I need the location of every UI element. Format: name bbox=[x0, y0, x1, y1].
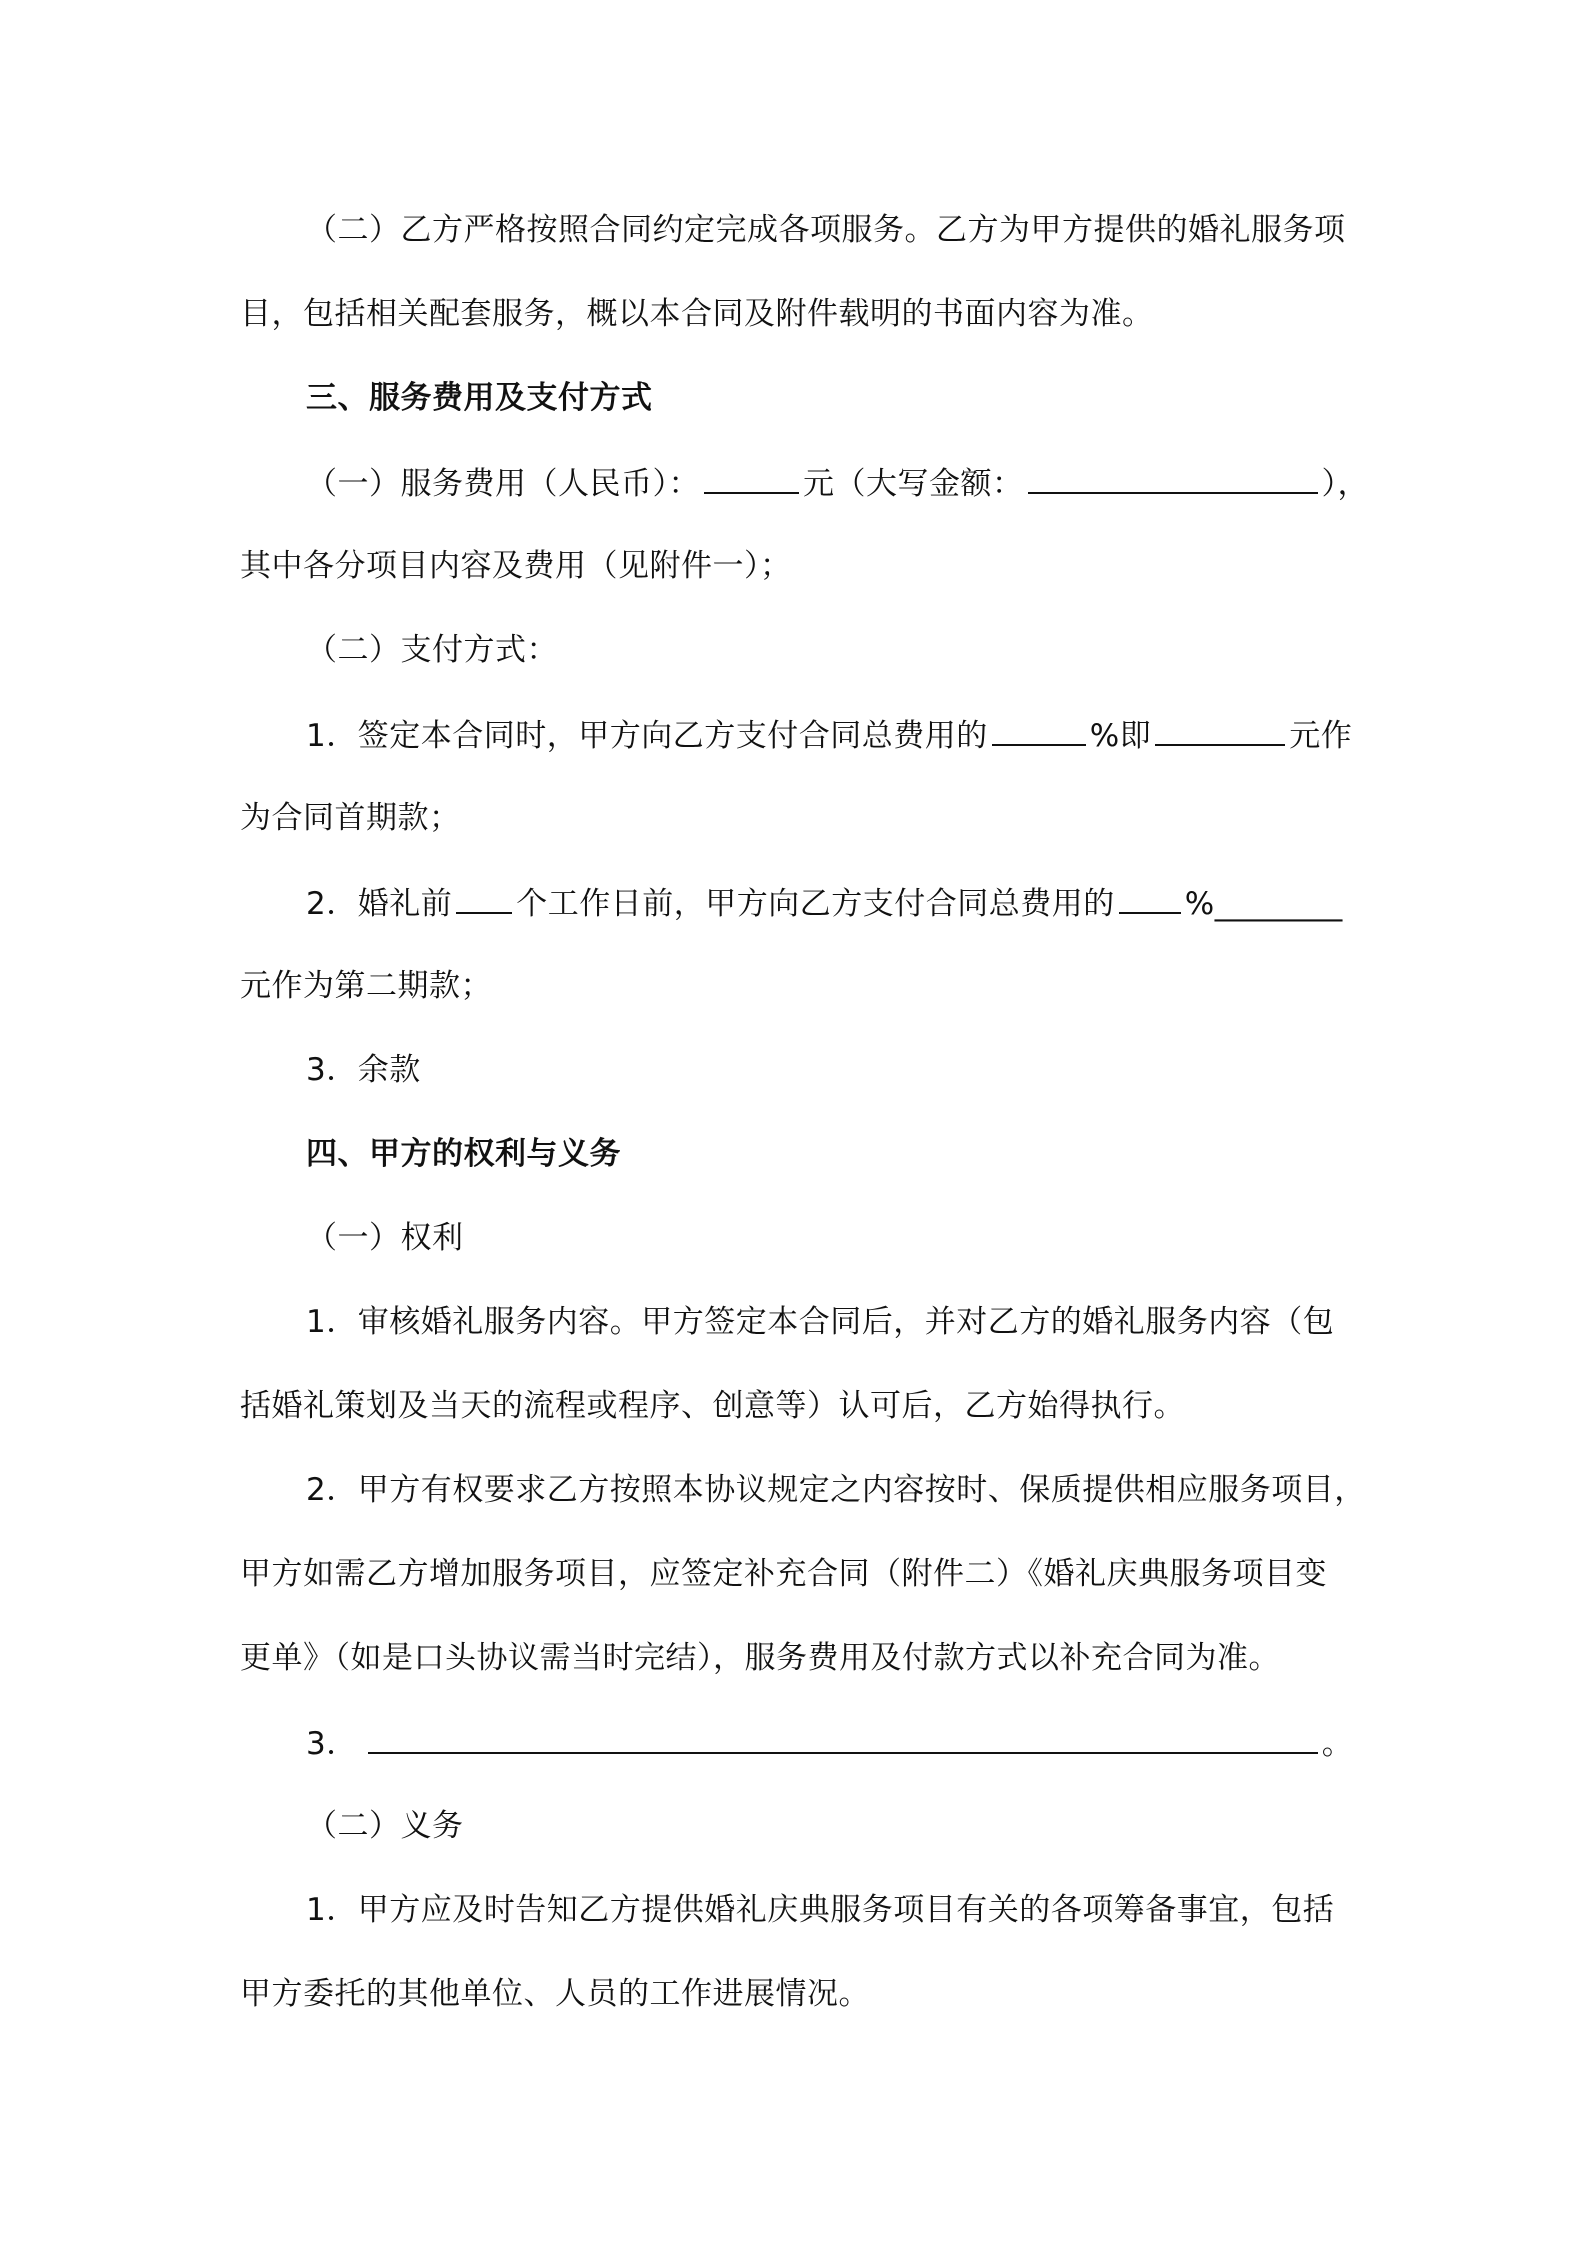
payment-1-yuan-label: 元作 bbox=[1289, 718, 1353, 754]
rights-heading: （一）权利 bbox=[306, 1220, 464, 1256]
fee-words-label: 元（大写金额： bbox=[803, 466, 1024, 502]
fee-amount-blank bbox=[704, 462, 799, 494]
rights-3-period: 。 bbox=[1321, 1726, 1354, 1762]
payment-1-amount-blank bbox=[1155, 714, 1285, 746]
payment-method-heading: （二）支付方式： bbox=[306, 632, 558, 668]
rights-3-number: 3． bbox=[306, 1726, 358, 1762]
payment-2-text-c: %________ bbox=[1184, 886, 1343, 922]
payment-1-line-2: 为合同首期款； bbox=[240, 800, 461, 836]
rights-2-line-1: 2．甲方有权要求乙方按照本协议规定之内容按时、保质提供相应服务项目， bbox=[306, 1472, 1366, 1508]
duties-1-line-1: 1．甲方应及时告知乙方提供婚礼庆典服务项目有关的各项筹备事宜，包括 bbox=[306, 1892, 1335, 1928]
service-fee-line bbox=[306, 462, 1426, 504]
duties-heading: （二）义务 bbox=[306, 1808, 464, 1844]
service-fee-label: （一）服务费用（人民币）： bbox=[306, 466, 700, 502]
duties-1-line-2: 甲方委托的其他单位、人员的工作进展情况。 bbox=[240, 1976, 870, 2012]
payment-2-days-blank bbox=[456, 882, 512, 914]
service-fee-line-2: 其中各分项目内容及费用（见附件一）； bbox=[240, 548, 792, 584]
payment-3-line: 3．余款 bbox=[306, 1052, 421, 1088]
rights-1-line-1: 1．审核婚礼服务内容。甲方签定本合同后，并对乙方的婚礼服务内容（包 bbox=[306, 1304, 1335, 1340]
rights-1-line-2: 括婚礼策划及当天的流程或程序、创意等）认可后，乙方始得执行。 bbox=[240, 1388, 1185, 1424]
payment-1-percent-blank bbox=[992, 714, 1086, 746]
payment-2-line bbox=[306, 882, 1426, 924]
payment-1-percent-label: %即 bbox=[1089, 718, 1152, 754]
payment-1-text: 1．签定本合同时，甲方向乙方支付合同总费用的 bbox=[306, 718, 988, 754]
payment-2-percent-blank bbox=[1119, 882, 1181, 914]
rights-3-line bbox=[306, 1722, 1426, 1764]
paragraph-2-line-2: 目，包括相关配套服务，概以本合同及附件载明的书面内容为准。 bbox=[240, 296, 1154, 332]
payment-2-text-b: 个工作日前，甲方向乙方支付合同总费用的 bbox=[516, 886, 1115, 922]
payment-1-line bbox=[306, 714, 1426, 756]
rights-2-line-2: 甲方如需乙方增加服务项目，应签定补充合同（附件二）《婚礼庆典服务项目变 bbox=[240, 1556, 1327, 1592]
paragraph-2-line-1: （二）乙方严格按照合同约定完成各项服务。乙方为甲方提供的婚礼服务项 bbox=[306, 212, 1346, 248]
rights-3-blank bbox=[368, 1722, 1318, 1754]
rights-2-line-3: 更单》（如是口头协议需当时完结），服务费用及付款方式以补充合同为准。 bbox=[240, 1640, 1280, 1676]
fee-close: ）， bbox=[1321, 466, 1369, 502]
fee-words-blank bbox=[1028, 462, 1318, 494]
payment-2-line-2: 元作为第二期款； bbox=[240, 968, 492, 1004]
section-3-heading: 三、服务费用及支付方式 bbox=[306, 380, 653, 416]
payment-2-text-a: 2．婚礼前 bbox=[306, 886, 453, 922]
section-4-heading: 四、甲方的权利与义务 bbox=[306, 1136, 621, 1172]
